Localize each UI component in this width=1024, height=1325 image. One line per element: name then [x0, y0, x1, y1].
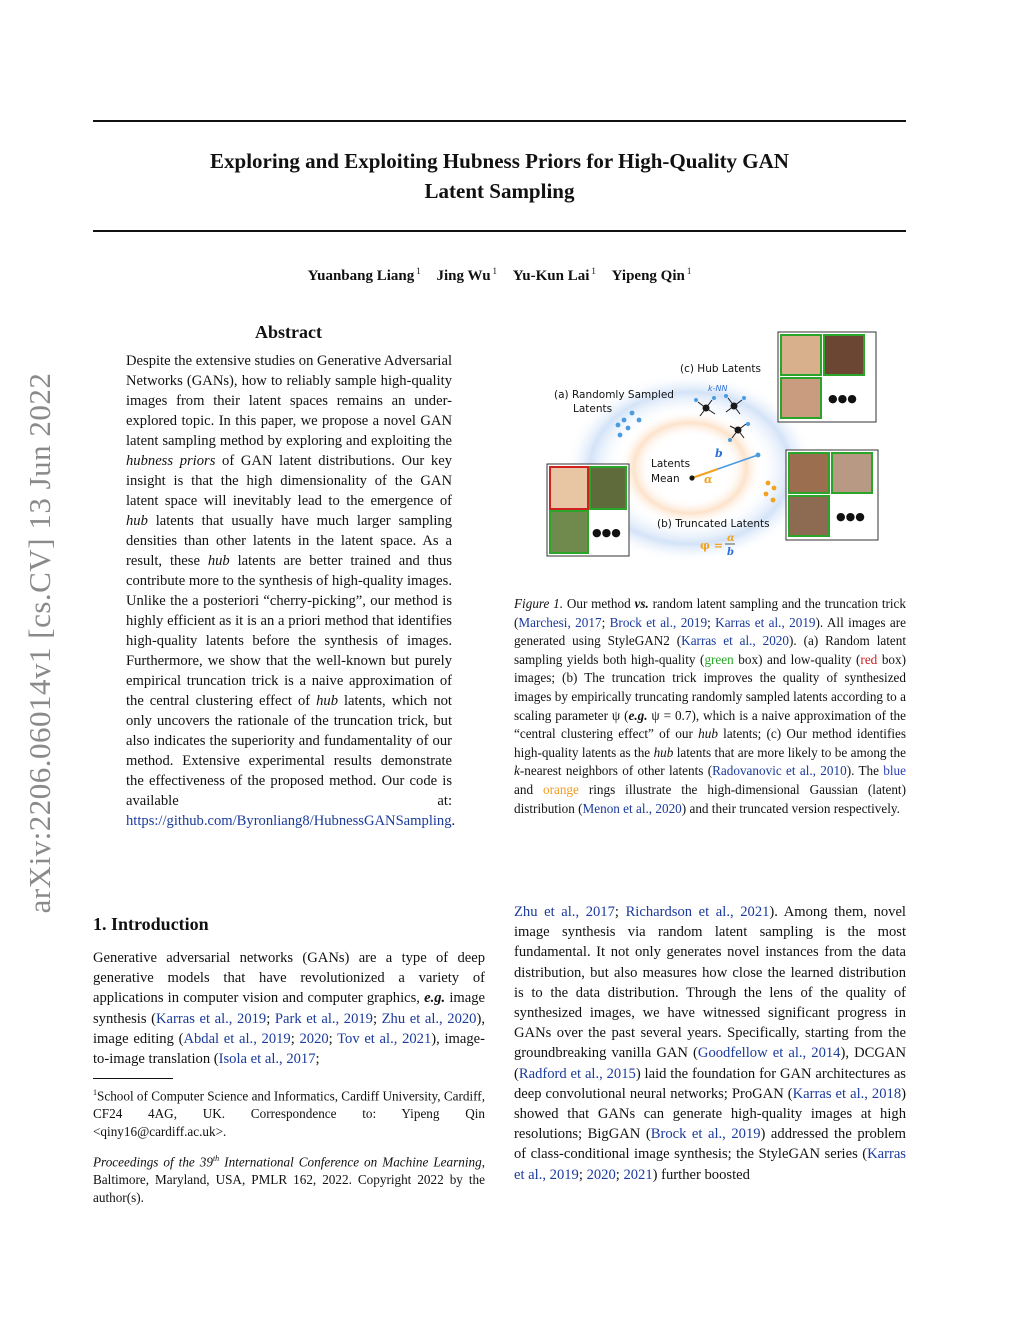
formula-alpha: α — [727, 533, 735, 544]
face-image — [789, 496, 829, 536]
face-image — [590, 467, 626, 509]
title-line-1: Exploring and Exploiting Hubness Priors for High-Quality GAN — [210, 149, 789, 173]
citation[interactable]: Park et al., 2019 — [274, 1010, 373, 1027]
paper-title — [93, 146, 906, 206]
ellipsis: ●●● — [836, 510, 865, 523]
label-c: (c) Hub Latents — [680, 363, 761, 375]
citation[interactable]: 2020 — [299, 1030, 329, 1047]
citation[interactable]: Isola et al., 2017 — [218, 1051, 316, 1068]
footnote-rule — [93, 1078, 173, 1079]
citation[interactable]: Karras et al., 2019 — [155, 1010, 267, 1027]
citation[interactable]: Brock et al., 2019 — [609, 614, 708, 630]
proceedings-note: Proceedings of the 39th International Conference on Machine Learning, Baltimore, Maryland, USA, PMLR 162, 2022. Copyright 2022 by the author(s). — [93, 1154, 485, 1206]
label-mean: Latents — [651, 458, 691, 470]
figure-1 — [540, 330, 880, 560]
section-heading: 1. Introduction — [93, 914, 209, 934]
face-image — [824, 335, 864, 375]
author: Yuanbang Liang $^1$ — [307, 266, 421, 284]
formula-lhs: φ = — [700, 539, 723, 552]
citation[interactable]: 2021 — [623, 1166, 653, 1183]
image-grid-hub — [778, 332, 876, 422]
citation[interactable]: 2020 — [586, 1166, 616, 1183]
citation[interactable]: Zhu et al., 2020 — [381, 1010, 477, 1027]
face-image — [781, 335, 821, 375]
author: Yipeng Qin $^1$ — [611, 266, 692, 284]
citation[interactable]: Menon et al., 2020 — [582, 800, 682, 816]
arxiv-stamp: arXiv:2206.06014v1 [cs.CV] 13 Jun 2022 — [22, 372, 57, 914]
figure-caption: Figure 1. Our method vs. random latent sampling and the truncation trick (Marchesi, 2017; Brock et al., 2019; Karras et al., 2019). All images are generated using StyleGAN2 (Karras et al., 2020). (a) Random latent sampling yields both high-quality (green box) and low-quality (red box) images; (b) The truncation trick improves the quality of synthesized images by empirically truncating randomly sampled latents according to a scaling parameter ψ (e.g. ψ = 0.7), which is a naive approximation of the “central clustering effect” of our hub latents; (c) Our method identifies high-quality latents as the hub latents that are more likely to be among the k-nearest neighbors of other latents (Radovanovic et al., 2010). The blue and orange rings illustrate the high-dimensional Gaussian (latent) distribution (Menon et al., 2020) and their truncated version respectively. — [514, 596, 907, 816]
citation[interactable]: Karras et al., 2019 — [514, 1146, 906, 1183]
abstract-body: Despite the extensive studies on Generative Adversarial Networks (GANs), how to reliably sample high-quality images from their latent spaces remains an under-explored topic. In this paper, we propose a novel GAN latent sampling method by exploring and exploiting the hubness priors of GAN latent distributions. Our key insight is that the high dimensionality of the GAN latent space will inevitably lead to the emergence of hub latents that usually have much larger sampling densities than other latents in the latent space. As a result, these hub latents are better trained and thus contribute more to the synthesis of high-quality images. Unlike the a posteriori “cherry-picking”, our method is highly efficient as it is an a priori method that identifies high-quality latents before the synthesis of images. Furthermore, we show that the well-known but purely empirical truncation trick is a naive approximation of the central clustering effect of hub latents, which not only uncovers the rationale of the truncation trick, but also indicates the superiority and fundamentality of our method. Extensive experimental results demonstrate the effectiveness of the proposed method. Our code is available at: https://github.com/Byronliang8/HubnessGANSampling. — [126, 353, 456, 829]
formula-b: b — [727, 547, 734, 558]
b-symbol: b — [715, 447, 723, 460]
face-image — [781, 378, 821, 418]
citation[interactable]: Marchesi, 2017 — [518, 614, 602, 630]
face-image — [789, 453, 829, 493]
latents-mean-point — [689, 475, 694, 480]
label-mean2: Mean — [651, 473, 680, 485]
ellipsis: ●●● — [592, 526, 621, 539]
face-image — [832, 453, 872, 493]
citation[interactable]: Karras et al., 2020 — [681, 633, 789, 649]
citation[interactable]: Richardson et al., 2021 — [625, 904, 770, 920]
citation[interactable]: Brock et al., 2019 — [650, 1126, 761, 1143]
image-grid-truncated — [786, 450, 878, 540]
abstract-heading: Abstract — [255, 322, 322, 342]
ellipsis: ●●● — [828, 392, 857, 405]
intro-paragraph-left: Generative adversarial networks (GANs) are a type of deep generative models that have revolutionized a variety of applications in computer vision and computer graphics, e.g. image synthesis (Karras et al., 2019; Park et al., 2019; Zhu et al., 2020), image editing (Abdal et al., 2019; 2020; Tov et al., 2021), image-to-image translation (Isola et al., 2017; — [93, 950, 485, 1068]
author: Jing Wu $^1$ — [436, 266, 498, 284]
title-line-2: Latent Sampling — [424, 179, 575, 203]
intro-paragraph-right: Zhu et al., 2017; Richardson et al., 2021). Among them, novel image synthesis via random latent sampling is the most fundamental. It not only generates novel instances from the data distribution, but also measures how close the learned distribution is to the data distribution. Through the lens of the quality of synthesized images, we have witnessed significant progress in GANs over the past several years. Specifically, starting from the groundbreaking vanilla GAN (Goodfellow et al., 2014), DCGAN (Radford et al., 2015) laid the foundation for GAN architectures as deep convolutional neural networks; ProGAN (Karras et al., 2018) showed that GANs can generate high-quality images at high resolutions; BigGAN (Brock et al., 2019) addressed the problem of class-conditional image synthesis; the StyleGAN series (Karras et al., 2019; 2020; 2021) further boosted — [514, 904, 906, 1183]
affiliation-footnote: $^1$School of Computer Science and Informatics, Cardiff University, Cardiff, CF24 4AG, UK. Correspondence to: Yipeng Qin <qiny16@cardiff.ac.uk>. — [93, 1088, 485, 1140]
top-rule — [93, 120, 906, 122]
knn-label: k-NN — [708, 384, 728, 393]
citation[interactable]: Radovanovic et al., 2010 — [712, 763, 847, 779]
alpha-symbol: α — [704, 473, 713, 486]
image-grid-random — [547, 464, 629, 556]
label-b: (b) Truncated Latents — [657, 518, 770, 530]
code-link[interactable]: https://github.com/Byronliang8/HubnessGANSampling — [126, 813, 452, 829]
citation[interactable]: Zhu et al., 2017 — [514, 904, 615, 920]
face-image — [550, 467, 588, 509]
author-list — [93, 266, 906, 285]
citation[interactable]: Karras et al., 2019 — [715, 614, 816, 630]
citation[interactable]: Abdal et al., 2019 — [183, 1030, 291, 1047]
bottom-title-rule — [93, 230, 906, 232]
author: Yu-Kun Lai $^1$ — [512, 266, 596, 284]
label-a2: Latents — [573, 403, 613, 415]
face-image — [550, 511, 588, 553]
citation[interactable]: Radford et al., 2015 — [518, 1065, 636, 1082]
citation[interactable]: Tov et al., 2021 — [337, 1030, 432, 1047]
citation[interactable]: Karras et al., 2018 — [792, 1085, 902, 1102]
citation[interactable]: Goodfellow et al., 2014 — [697, 1045, 841, 1062]
label-a: (a) Randomly Sampled — [554, 389, 674, 401]
